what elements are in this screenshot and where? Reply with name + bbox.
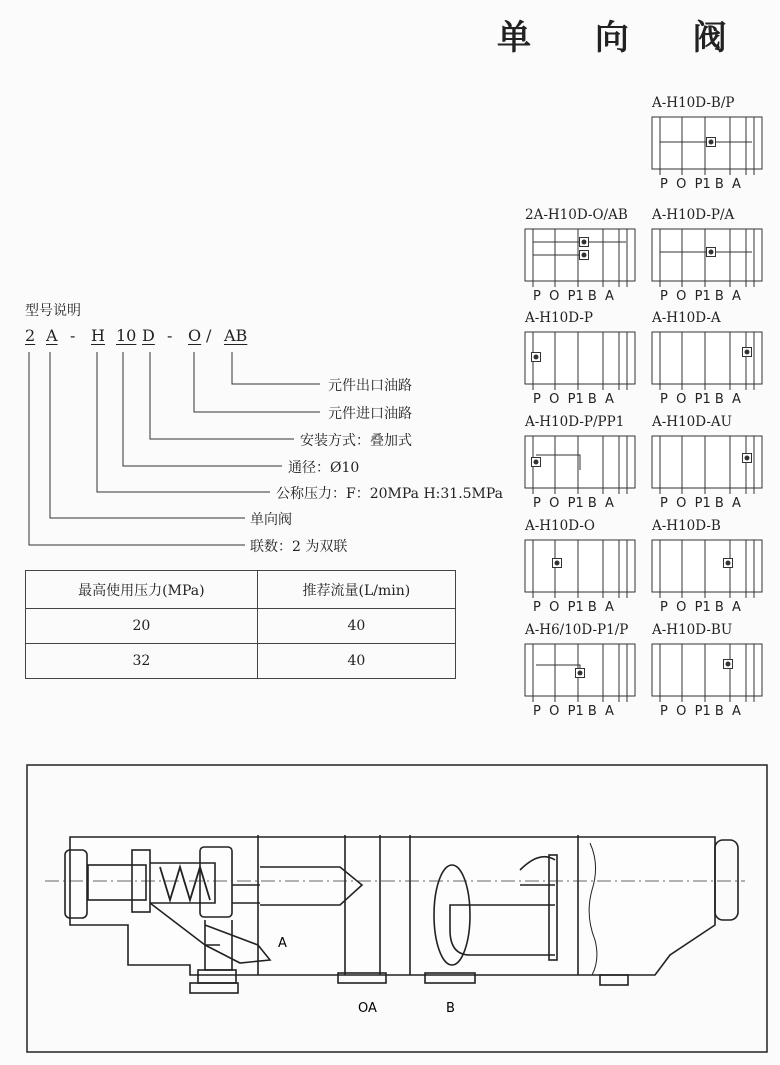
symbol-label: A-H10D-O — [525, 518, 595, 534]
symbol-label: A-H10D-A — [652, 310, 721, 326]
port-labels: P O P1 B A — [533, 704, 614, 719]
code-size: 10 — [116, 326, 137, 345]
desc-outlet: 元件出口油路 — [328, 378, 412, 394]
label-port-b: B — [446, 1001, 455, 1016]
spec-table — [25, 570, 456, 679]
symbol-label: A-H10D-B/P — [652, 95, 735, 111]
desc-count: 联数：2 为双联 — [250, 539, 348, 555]
symbol-label: 2A-H10D-O/AB — [525, 207, 628, 223]
desc-mount: 安装方式：叠加式 — [300, 433, 412, 449]
code-inlet: O — [188, 326, 202, 345]
port-labels: P O P1 B A — [660, 496, 741, 511]
desc-pressure: 公称压力：F：20MPa H:31.5MPa — [276, 486, 504, 502]
table-row — [26, 644, 456, 679]
cell-pressure: 32 — [26, 644, 258, 679]
port-labels: P O P1 B A — [533, 289, 614, 304]
port-labels: P O P1 B A — [660, 289, 741, 304]
code-mount: D — [142, 326, 155, 345]
code-type: A — [46, 326, 58, 345]
symbol-label: A-H10D-AU — [652, 414, 733, 430]
header-pressure: 最高使用压力(MPa) — [26, 571, 258, 609]
desc-inlet: 元件进口油路 — [328, 406, 412, 422]
table-row — [26, 609, 456, 644]
port-labels: P O P1 B A — [660, 392, 741, 407]
port-labels: P O P1 B A — [533, 496, 614, 511]
symbol-label: A-H10D-B — [652, 518, 721, 534]
label-port-a: A — [278, 936, 287, 951]
symbol-label: A-H6/10D-P1/P — [525, 622, 629, 638]
model-heading: 型号说明 — [25, 303, 81, 319]
code-pressure: H — [91, 326, 105, 345]
code-slash: / — [206, 326, 212, 345]
symbol-label: A-H10D-P — [525, 310, 593, 326]
cell-flow: 40 — [257, 644, 455, 679]
port-labels: P O P1 B A — [660, 704, 741, 719]
valve-cross-section — [0, 755, 780, 1065]
port-labels: P O P1 B A — [660, 600, 741, 615]
symbol-label: A-H10D-P/A — [652, 207, 735, 223]
cell-flow: 40 — [257, 609, 455, 644]
code-outlet: AB — [224, 326, 248, 345]
code-count: 2 — [25, 326, 36, 345]
label-port-oa: OA — [358, 1001, 377, 1016]
header-flow: 推荐流量(L/min) — [257, 571, 455, 609]
code-dash: - — [70, 326, 76, 345]
symbol-label: A-H10D-BU — [652, 622, 733, 638]
page-title: 单 向 阀 — [497, 18, 753, 58]
port-labels: P O P1 B A — [533, 392, 614, 407]
desc-size: 通径：Ø10 — [288, 460, 360, 476]
cell-pressure: 20 — [26, 609, 258, 644]
desc-valve: 单向阀 — [250, 512, 292, 528]
symbol-label: A-H10D-P/PP1 — [525, 414, 625, 430]
port-labels: P O P1 B A — [660, 177, 741, 192]
valve-body — [65, 835, 738, 993]
code-dash2: - — [167, 326, 173, 345]
port-labels: P O P1 B A — [533, 600, 614, 615]
